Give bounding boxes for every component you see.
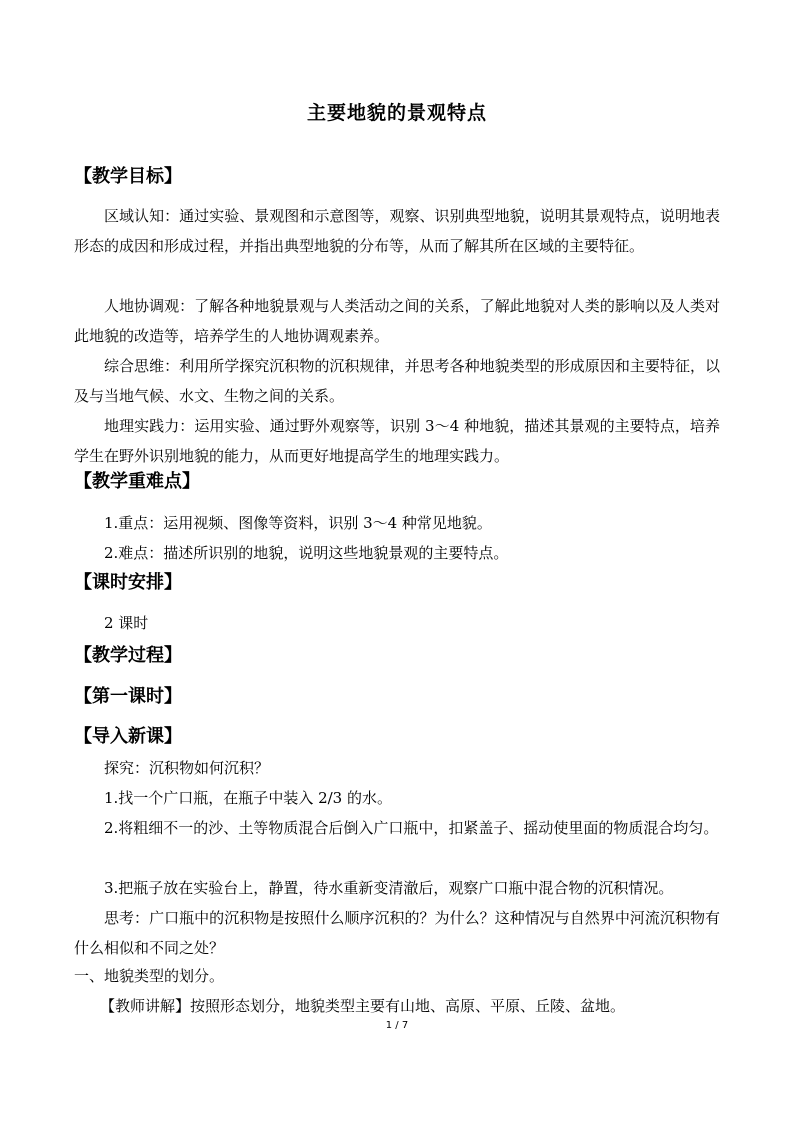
intro-heading: 【导入新课】 bbox=[74, 726, 182, 747]
objective-paragraph-regional: 区域认知：通过实验、景观图和示意图等，观察、识别典型地貌，说明其景观特点，说明地表形态的成因和形成过程，并指出典型地貌的分布等，从而了解其所在区域的主要特征。 bbox=[74, 207, 720, 255]
lesson1-heading: 【第一课时】 bbox=[74, 686, 182, 707]
objectives-heading: 【教学目标】 bbox=[74, 166, 182, 187]
key-point-focus: 1.重点：运用视频、图像等资料，识别 3～4 种常见地貌。 bbox=[104, 514, 492, 532]
objective-paragraph-practice: 地理实践力：运用实验、通过野外观察等，识别 3～4 种地貌，描述其景观的主要特点，培养学生在野外识别地貌的能力，从而更好地提高学生的地理实践力。 bbox=[74, 417, 720, 465]
objective-paragraph-thinking: 综合思维：利用所学探究沉积物的沉积规律，并思考各种地貌类型的形成原因和主要特征，以及与当地气候、水文、生物之间的关系。 bbox=[74, 357, 720, 405]
key-points-heading: 【教学重难点】 bbox=[74, 471, 200, 492]
page-title: 主要地貌的景观特点 bbox=[306, 102, 487, 124]
key-point-difficulty: 2.难点：描述所识别的地貌，说明这些地貌景观的主要特点。 bbox=[104, 544, 509, 562]
objective-paragraph-human-land: 人地协调观：了解各种地貌景观与人类活动之间的关系，了解此地貌对人类的影响以及人类对此地貌的改造等，培养学生的人地协调观素养。 bbox=[74, 297, 720, 345]
schedule-heading: 【课时安排】 bbox=[74, 572, 182, 593]
schedule-value: 2 课时 bbox=[104, 614, 149, 632]
intro-step-2: 2.将粗细不一的沙、土等物质混合后倒入广口瓶中，扣紧盖子、摇动使里面的物质混合均匀。 bbox=[104, 819, 719, 837]
process-heading: 【教学过程】 bbox=[74, 645, 182, 666]
intro-step-3: 3.把瓶子放在实验台上，静置，待水重新变清澈后，观察广口瓶中混合物的沉积情况。 bbox=[104, 879, 674, 897]
part1-heading: 一、地貌类型的划分。 bbox=[74, 967, 225, 985]
teacher-explanation-line: 【教师讲解】按照形态划分，地貌类型主要有山地、高原、平原、丘陵、盆地。 bbox=[100, 997, 626, 1015]
intro-thinking-paragraph: 思考：广口瓶中的沉积物是按照什么顺序沉积的？为什么？这种情况与自然界中河流沉积物有什么相似和不同之处？ bbox=[74, 909, 720, 957]
page-number: 1 / 7 bbox=[385, 1020, 409, 1031]
intro-inquiry-line: 探究：沉积物如何沉积？ bbox=[104, 759, 270, 777]
intro-step-1: 1.找一个广口瓶，在瓶子中装入 2/3 的水。 bbox=[104, 789, 392, 807]
